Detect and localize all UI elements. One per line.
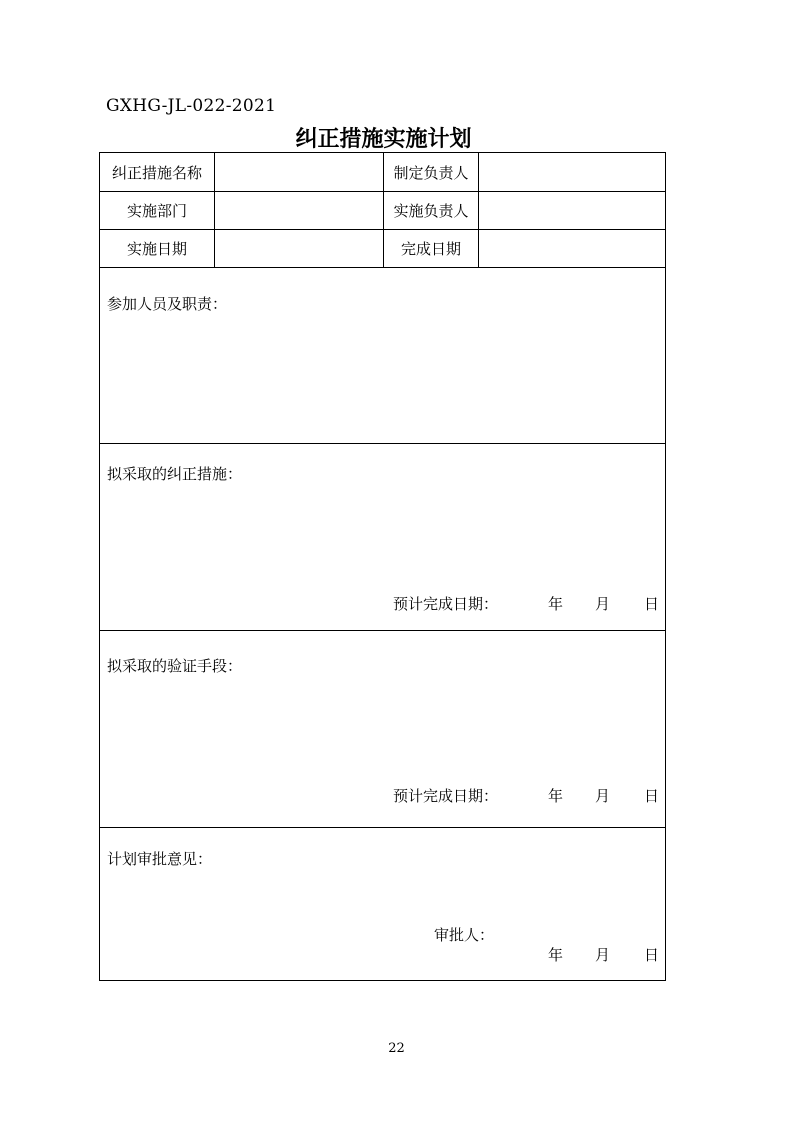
completion-date-label: 完成日期 bbox=[400, 239, 461, 258]
form-title: 纠正措施实施计划 bbox=[295, 126, 472, 152]
corrective-action-form bbox=[99, 152, 666, 981]
section-divider-1 bbox=[100, 443, 665, 444]
measures-label: 拟采取的纠正措施： bbox=[107, 465, 243, 483]
approver-label: 审批人： bbox=[434, 926, 495, 944]
plan-owner-field[interactable] bbox=[479, 153, 665, 191]
page-number: 22 bbox=[388, 1041, 405, 1056]
implementation-owner-label: 实施负责人 bbox=[393, 201, 469, 220]
section-divider-2 bbox=[100, 630, 665, 631]
measures-month-unit: 月 bbox=[595, 595, 611, 613]
implementation-date-field[interactable] bbox=[215, 229, 383, 267]
measures-year-unit: 年 bbox=[548, 595, 564, 613]
verification-due-date-label: 预计完成日期： bbox=[393, 787, 499, 805]
participants-label: 参加人员及职责： bbox=[107, 295, 228, 313]
approval-day-unit: 日 bbox=[644, 946, 660, 964]
verification-day-unit: 日 bbox=[644, 787, 660, 805]
completion-date-field[interactable] bbox=[479, 229, 665, 267]
verification-month-unit: 月 bbox=[595, 787, 611, 805]
section-divider-3 bbox=[100, 827, 665, 828]
approval-month-unit: 月 bbox=[595, 946, 611, 964]
plan-owner-label: 制定负责人 bbox=[393, 163, 469, 182]
verification-label: 拟采取的验证手段： bbox=[107, 657, 243, 675]
row-divider-3 bbox=[100, 267, 665, 268]
implementation-owner-field[interactable] bbox=[479, 191, 665, 229]
verification-year-unit: 年 bbox=[548, 787, 564, 805]
corrective-action-name-field[interactable] bbox=[215, 153, 383, 191]
approval-opinion-label: 计划审批意见： bbox=[107, 850, 213, 868]
document-code: GXHG-JL-022-2021 bbox=[106, 96, 277, 116]
corrective-action-name-label: 纠正措施名称 bbox=[111, 163, 202, 182]
implementing-department-label: 实施部门 bbox=[126, 201, 187, 220]
measures-day-unit: 日 bbox=[644, 595, 660, 613]
approval-year-unit: 年 bbox=[548, 946, 564, 964]
measures-due-date-label: 预计完成日期： bbox=[393, 595, 499, 613]
implementing-department-field[interactable] bbox=[215, 191, 383, 229]
implementation-date-label: 实施日期 bbox=[126, 239, 187, 258]
